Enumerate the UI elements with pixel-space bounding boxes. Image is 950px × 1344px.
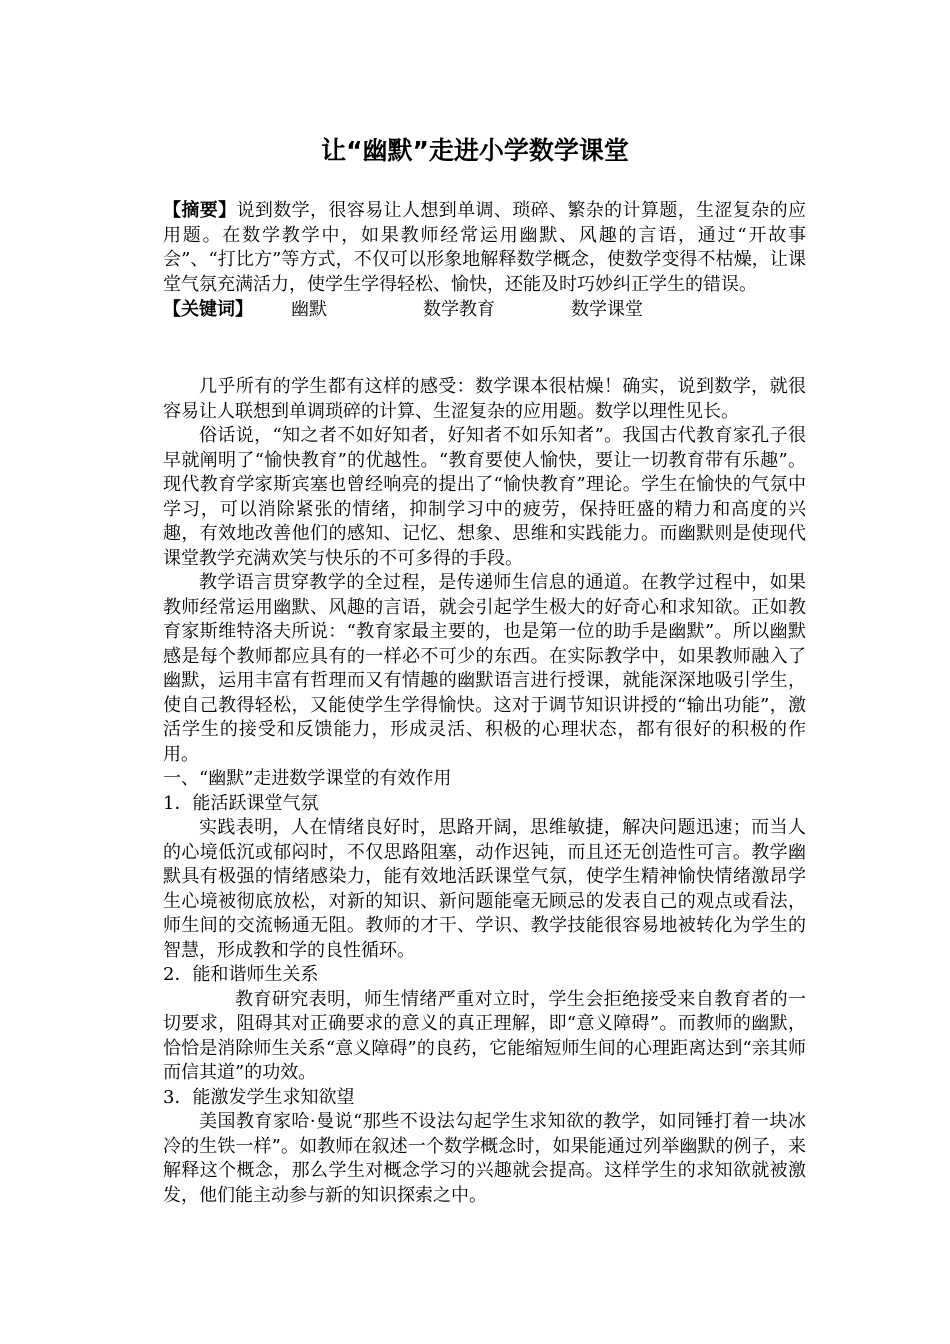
paragraph: 几乎所有的学生都有这样的感受：数学课本很枯燥！确实，说到数学，就很容易让人联想到单调琐碎的计算、生涩复杂的应用题。数学以理性见长。 [163,376,806,422]
paragraph: 教育研究表明，师生情绪严重对立时，学生会拒绝接受来自教育者的一切要求，阻碍其对正确要求的意义的真正理解，即“意义障碍”。而教师的幽默，恰恰是消除师生关系“意义障碍”的良药，它能缩短师生间的心理距离达到“亲其师而信其道”的功效。 [163,988,806,1083]
keywords [163,298,643,323]
keyword-item: 幽默 [291,299,327,320]
keyword-item: 数学教育 [423,299,495,320]
subsection-heading: 1．能活跃课堂气氛 [163,792,319,814]
paragraph: 俗话说，“知之者不如好知者，好知者不如乐知者”。我国古代教育家孔子很早就阐明了“愉快教育”的优越性。“教育要使人愉快，要让一切教育带有乐趣”。现代教育学家斯宾塞也曾经响亮的提出了“愉快教育”理论。学生在愉快的气氛中学习，可以消除紧张的情绪，抑制学习中的疲劳，保持旺盛的精力和高度的兴趣，有效地改善他们的感知、记忆、想象、思维和实践能力。而幽默则是使现代课堂教学充满欢笑与快乐的不可多得的手段。 [163,425,806,569]
paragraph: 教学语言贯穿教学的全过程，是传递师生信息的通道。在教学过程中，如果教师经常运用幽默、风趣的言语，就会引起学生极大的好奇心和求知欲。正如教育家斯维特洛夫所说：“教育家最主要的，也是第一位的助手是幽默”。所以幽默感是每个教师都应具有的一样必不可少的东西。在实际教学中，如果教师融入了幽默，运用丰富有哲理而又有情趣的幽默语言进行授课，就能深深地吸引学生，使自己教得轻松，又能使学生学得愉快。这对于调节知识讲授的“输出功能”，激活学生的接受和反馈能力，形成灵活、积极的心理状态，都有很好的积极的作用。 [163,572,806,765]
abstract [163,199,806,297]
abstract-text: 说到数学，很容易让人想到单调、琐碎、繁杂的计算题，生涩复杂的应用题。在数学教学中，如果教师经常运用幽默、风趣的言语，通过“开故事会”、“打比方”等方式，不仅可以形象地解释数学概念，使数学变得不枯燥，让课堂气氛充满活力，使学生学得轻松、愉快，还能及时巧妙纠正学生的错误。 [163,200,806,295]
page-title: 让“幽默”走进小学数学课堂 [321,136,629,165]
section-heading: 一、“幽默”走进数学课堂的有效作用 [163,768,452,789]
paragraph: 美国教育家哈·曼说“那些不设法勾起学生求知欲的教学，如同锤打着一块冰冷的生铁一样”。如教师在叙述一个数学概念时，如果能通过列举幽默的例子，来解释这个概念，那么学生对概念学习的兴趣就会提高。这样学生的求知欲就被激发，他们能主动参与新的知识探索之中。 [163,1111,806,1206]
paragraph: 实践表明，人在情绪良好时，思路开阔，思维敏捷，解决问题迅速；而当人的心境低沉或郁闷时，不仅思路阻塞，动作迟钝，而且还无创造性可言。教学幽默具有极强的情绪感染力，能有效地活跃课堂气氛，使学生精神愉快情绪激昂学生心境被彻底放松，对新的知识、新问题能毫无顾忌的发表自己的观点或看法，师生间的交流畅通无阻。教师的才干、学识、教学技能很容易地被转化为学生的智慧，形成教和学的良性循环。 [163,817,806,961]
subsection-heading: 2．能和谐师生关系 [163,964,319,985]
main-body [163,375,806,1208]
keywords-label: 【关键词】 [163,299,253,320]
keyword-item: 数学课堂 [571,299,643,320]
subsection-heading: 3．能激发学生求知欲望 [163,1086,355,1108]
abstract-label: 【摘要】 [163,200,237,221]
